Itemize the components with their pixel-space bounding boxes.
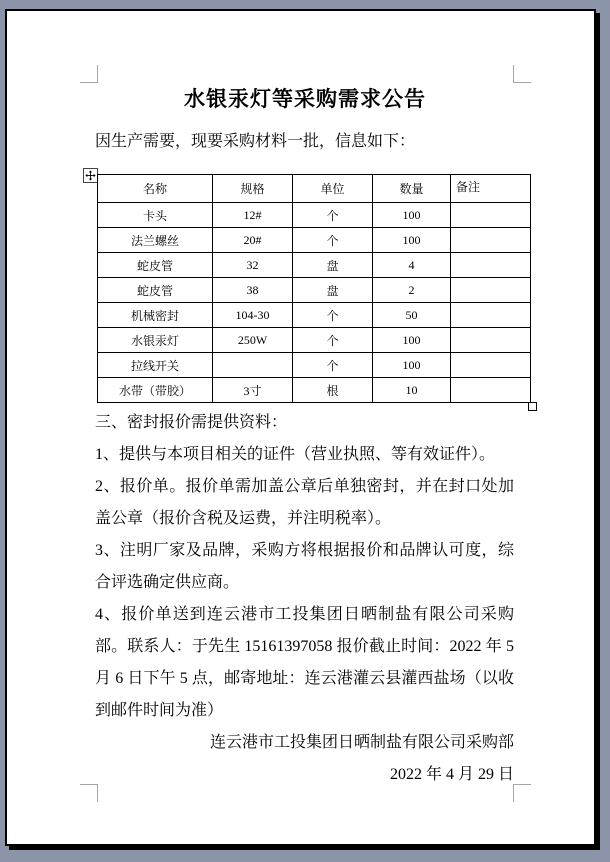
table-row	[98, 378, 531, 403]
column-header-name[interactable]: 名称	[98, 175, 213, 203]
table-cell[interactable]: 个	[293, 353, 373, 378]
table-cell[interactable]	[213, 353, 293, 378]
table-cell[interactable]: 12#	[213, 203, 293, 228]
margin-mark-top-right-icon	[513, 65, 531, 83]
paragraph-item-3[interactable]: 3、注明厂家及品牌，采购方将根据报价和品牌认可度，综合评选确定供应商。	[95, 542, 514, 591]
table-cell[interactable]: 100	[373, 203, 451, 228]
table-cell[interactable]	[451, 253, 531, 278]
table-row	[98, 228, 531, 253]
table-cell[interactable]: 机械密封	[98, 303, 213, 328]
document-page[interactable]	[5, 9, 596, 846]
table-cell[interactable]: 个	[293, 228, 373, 253]
table-cell[interactable]: 100	[373, 228, 451, 253]
table-cell[interactable]: 蛇皮管	[98, 278, 213, 303]
table-cell[interactable]: 法兰螺丝	[98, 228, 213, 253]
table-cell[interactable]	[451, 228, 531, 253]
paragraph-item-4[interactable]: 4、报价单送到连云港市工投集团日晒制盐有限公司采购部。联系人：于先生 15161397058 报价截止时间：2022 年 5 月 6 日下午 5 点，邮寄地址：连云港灌云县灌西盐场（以收到邮件时间为准）	[95, 606, 514, 719]
table-cell[interactable]: 盘	[293, 253, 373, 278]
table-cell[interactable]: 3寸	[213, 378, 293, 403]
table-cell[interactable]: 个	[293, 203, 373, 228]
table-cell[interactable]	[451, 353, 531, 378]
column-header-quantity[interactable]: 数量	[373, 175, 451, 203]
table-cell[interactable]	[451, 203, 531, 228]
signature-line[interactable]: 连云港市工投集团日晒制盐有限公司采购部	[209, 734, 514, 751]
table-cell[interactable]: 2	[373, 278, 451, 303]
table-cell[interactable]	[451, 303, 531, 328]
date-line[interactable]: 2022 年 4 月 29 日	[389, 766, 514, 783]
table-resize-handle[interactable]	[528, 402, 537, 411]
margin-mark-bottom-right-icon	[513, 784, 531, 802]
table-cell[interactable]: 250W	[213, 328, 293, 353]
margin-mark-top-left-icon	[80, 65, 98, 83]
procurement-items-table	[97, 174, 531, 403]
table-body	[98, 203, 531, 403]
paragraph-section-heading[interactable]: 三、密封报价需提供资料：	[95, 414, 288, 431]
paragraph-item-1[interactable]: 1、提供与本项目相关的证件（营业执照、等有效证件）。	[95, 446, 496, 463]
table-cell[interactable]: 100	[373, 328, 451, 353]
table-cell[interactable]: 32	[213, 253, 293, 278]
table-cell[interactable]: 盘	[293, 278, 373, 303]
intro-paragraph[interactable]: 因生产需要，现要采购材料一批，信息如下：	[95, 133, 416, 150]
document-title[interactable]: 水银汞灯等采购需求公告	[184, 87, 426, 111]
table-cell[interactable]: 水银汞灯	[98, 328, 213, 353]
table-cell[interactable]: 38	[213, 278, 293, 303]
table-row	[98, 353, 531, 378]
table-cell[interactable]: 卡头	[98, 203, 213, 228]
table-cell[interactable]: 104-30	[213, 303, 293, 328]
table-move-handle[interactable]	[83, 168, 98, 183]
table-cell[interactable]: 根	[293, 378, 373, 403]
table-header-row	[98, 175, 531, 203]
table-cell[interactable]: 水带（带胶）	[98, 378, 213, 403]
column-header-spec[interactable]: 规格	[213, 175, 293, 203]
table-row	[98, 253, 531, 278]
body-text-block	[95, 407, 514, 791]
table-cell[interactable]	[451, 378, 531, 403]
paragraph-item-2[interactable]: 2、报价单。报价单需加盖公章后单独密封，并在封口处加盖公章（报价含税及运费，并注明税率）。	[95, 478, 514, 527]
table-cell[interactable]: 个	[293, 303, 373, 328]
table-cell[interactable]	[451, 278, 531, 303]
column-header-unit[interactable]: 单位	[293, 175, 373, 203]
column-header-remark[interactable]: 备注	[451, 175, 531, 203]
table-cell[interactable]: 20#	[213, 228, 293, 253]
table-cell[interactable]: 10	[373, 378, 451, 403]
table-row	[98, 203, 531, 228]
table-cell[interactable]	[451, 328, 531, 353]
table-row	[98, 278, 531, 303]
table-row	[98, 328, 531, 353]
table-cell[interactable]: 4	[373, 253, 451, 278]
table-cell[interactable]: 50	[373, 303, 451, 328]
table-row	[98, 303, 531, 328]
table-cell[interactable]: 蛇皮管	[98, 253, 213, 278]
move-arrows-icon	[85, 170, 96, 181]
table-cell[interactable]: 100	[373, 353, 451, 378]
table-cell[interactable]: 拉线开关	[98, 353, 213, 378]
table-cell[interactable]: 个	[293, 328, 373, 353]
